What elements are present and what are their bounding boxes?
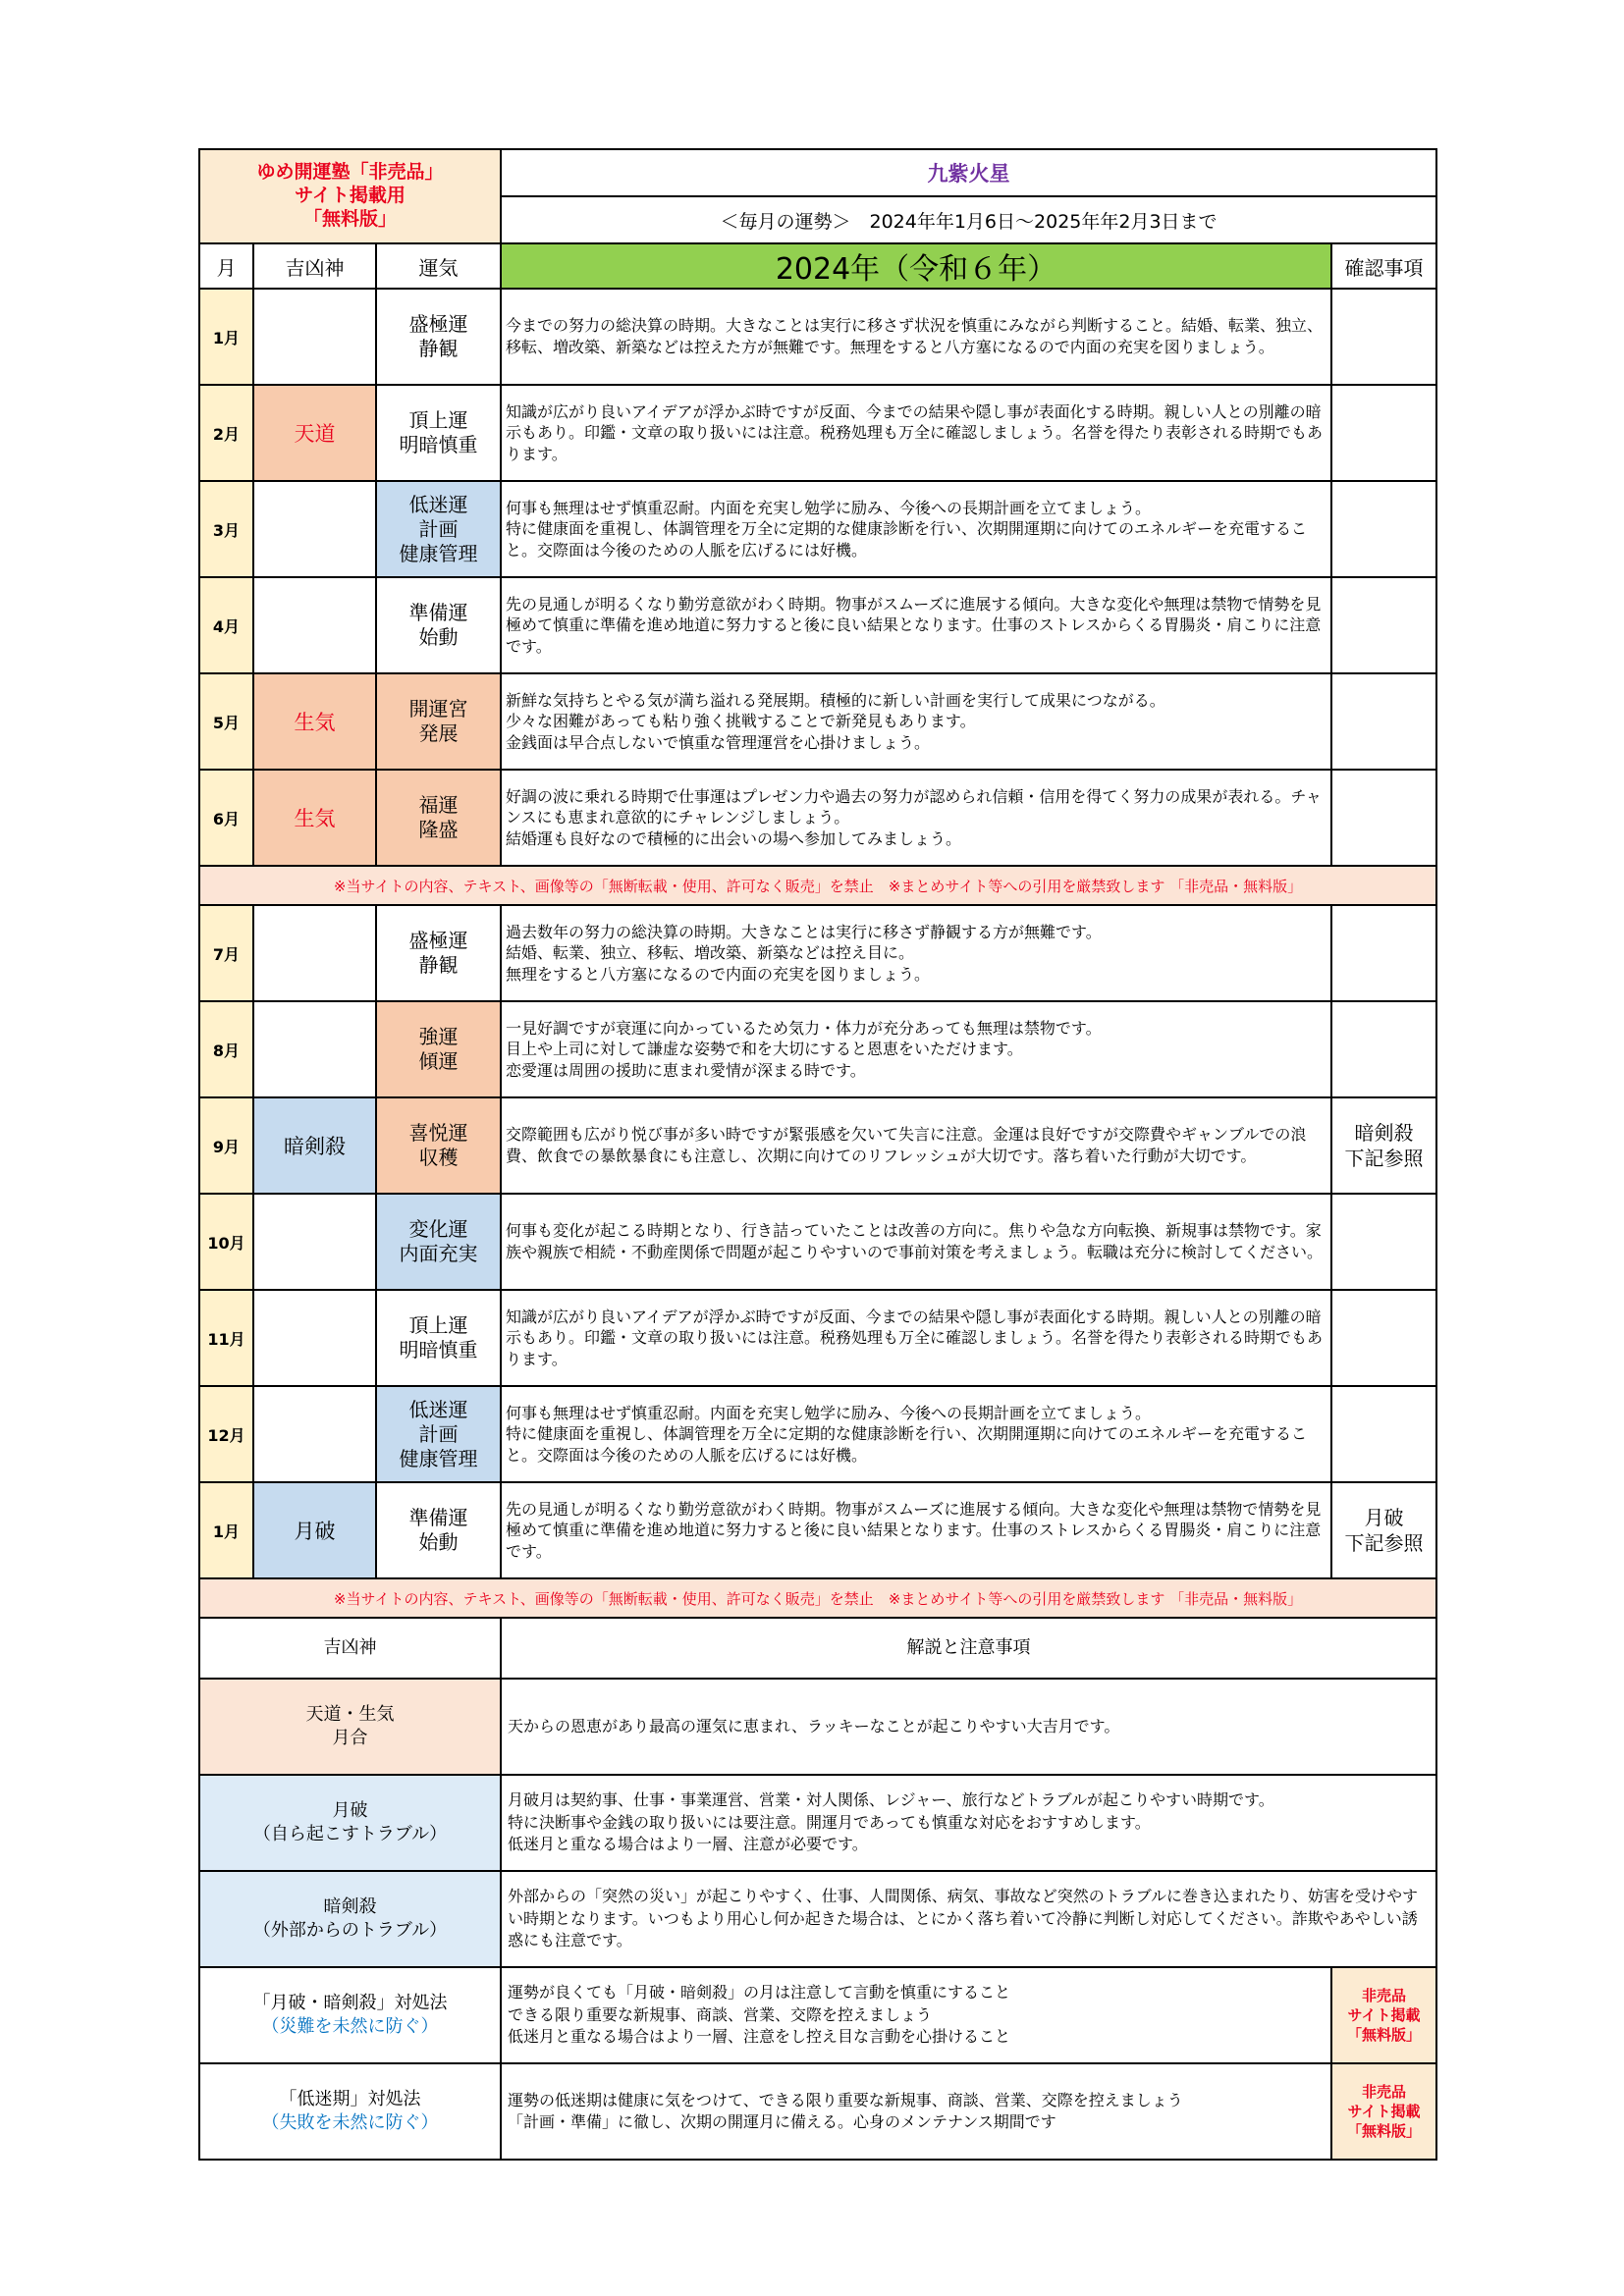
legend-label	[199, 2063, 501, 2160]
month-label: 11月	[199, 1290, 253, 1386]
legend-head-right: 解説と注意事項	[501, 1618, 1436, 1679]
legend-label	[199, 1871, 501, 1967]
legend-row	[199, 2063, 1436, 2160]
legend-description: 月破月は契約事、仕事・事業運営、営業・対人関係、レジャー、旅行などトラブルが起こりやすい時期です。 特に決断事や金銭の取り扱いには要注意。開運月であっても慎重な対応をおすすめします。 低迷月と重なる場合はより一層、注意が必要です。	[501, 1775, 1436, 1871]
legend-label-line: 月破	[332, 1799, 368, 1821]
unki-line: 明暗慎重	[399, 1338, 478, 1362]
unki-line: 開運宮	[408, 697, 468, 721]
unki-line: 健康管理	[399, 1446, 478, 1470]
legend-sublabel: （自ら起こすトラブル）	[252, 1824, 448, 1844]
unki-line: 静観	[418, 953, 459, 977]
month-row	[199, 577, 1436, 673]
month-row	[199, 1001, 1436, 1097]
unki-cell	[376, 1001, 501, 1097]
fortune-description: 好調の波に乗れる時期で仕事運はプレゼン力や過去の努力が認められ信頼・信用を得てく努力の成果が表れる。チャンスにも恵まれ意欲的にチャレンジしましょう。 結婚運も良好なので積極的に出会いの場へ参加してみましょう。	[501, 770, 1331, 866]
unki-line: 内面充実	[399, 1242, 478, 1265]
fortune-sheet	[198, 148, 1437, 2161]
unki-line: 静観	[418, 337, 459, 360]
fortune-description: 何事も無理はせず慎重忍耐。内面を充実し勉学に励み、今後への長期計画を立てましょう。 特に健康面を重視し、体調管理を万全に定期的な健康診断を行い、次期開運期に向けてのエネルギーを充電すること。交際面は今後のための人脈を広げるには好機。	[501, 481, 1331, 577]
legend-sublabel: （災難を未然に防ぐ）	[261, 2016, 439, 2037]
kichikyo-cell	[253, 577, 376, 673]
fortune-description: 知識が広がり良いアイデアが浮かぶ時ですが反面、今までの結果や隠し事が表面化する時期。親しい人との別離の暗示もあり。印鑑・文章の取り扱いには注意。税務処理も万全に確認しましょう。名誉を得たり表彰される時期でもあります。	[501, 385, 1331, 481]
month-row	[199, 673, 1436, 770]
legend-label	[199, 1967, 501, 2063]
year-heading: 2024年（令和６年）	[501, 243, 1331, 289]
month-label: 10月	[199, 1194, 253, 1290]
month-label: 2月	[199, 385, 253, 481]
unki-line: 始動	[418, 1530, 459, 1554]
legend-description: 外部からの「突然の災い」が起こりやすく、仕事、人間関係、病気、事故など突然のトラブルに巻き込まれたり、妨害を受けやすい時期となります。いつもより用心し何か起きた場合は、とにかく落ち着いて冷静に判断し対応してください。詐欺やあやしい誘惑にも注意です。	[501, 1871, 1436, 1967]
legend-head-left: 吉凶神	[199, 1618, 501, 1679]
check-cell	[1331, 905, 1436, 1001]
month-label: 8月	[199, 1001, 253, 1097]
check-cell	[1331, 1097, 1436, 1194]
unki-line: 喜悦運	[408, 1121, 468, 1145]
fortune-description: 新鮮な気持ちとやる気が満ち溢れる発展期。積極的に新しい計画を実行して成果につながる。 少々な困難があっても粘り強く挑戦することで新発見もあります。 金銭面は早合点しないで慎重な管理運営を心掛けましょう。	[501, 673, 1331, 770]
unki-cell	[376, 1194, 501, 1290]
month-row	[199, 905, 1436, 1001]
unki-line: 収穫	[418, 1146, 459, 1169]
legend-row	[199, 1679, 1436, 1775]
unki-line: 始動	[418, 625, 459, 649]
legend-row	[199, 1967, 1436, 2063]
check-cell	[1331, 1194, 1436, 1290]
check-cell	[1331, 385, 1436, 481]
legend-label-line: 「月破・暗剣殺」対処法	[252, 1992, 448, 2013]
unki-line: 準備運	[408, 601, 468, 624]
unki-cell	[376, 770, 501, 866]
month-label: 3月	[199, 481, 253, 577]
month-label: 4月	[199, 577, 253, 673]
copyright-notice: ※当サイトの内容、テキスト、画像等の「無断転載・使用、許可なく販売」を禁止 ※まとめサイト等への引用を厳禁致します 「非売品・無料版」	[199, 1578, 1436, 1618]
check-cell	[1331, 673, 1436, 770]
stamp-line: 非売品	[1362, 1986, 1407, 2004]
legend-label-line: 暗剣殺	[323, 1896, 377, 1917]
unki-line: 低迷運	[408, 492, 468, 516]
period-subtitle: ＜毎月の運勢＞ 2024年年1月6日～2025年年2月3日まで	[501, 196, 1436, 243]
unki-cell	[376, 1290, 501, 1386]
unki-line: 頂上運	[408, 1313, 468, 1337]
stamp-line: 非売品	[1362, 2082, 1407, 2101]
month-row	[199, 1482, 1436, 1578]
fortune-description: 先の見通しが明るくなり勤労意欲がわく時期。物事がスムーズに進展する傾向。大きな変化や無理は禁物で情勢を見極めて慎重に準備を進め地道に努力すると後に良い結果となります。仕事のストレスからくる胃腸炎・肩こりに注意です。	[501, 577, 1331, 673]
fortune-description: 何事も変化が起こる時期となり、行き詰っていたことは改善の方向に。焦りや急な方向転換、新規事は禁物です。家族や親族で相続・不動産関係で問題が起こりやすいので事前対策を考えましょう。転職は充分に検討してください。	[501, 1194, 1331, 1290]
month-row	[199, 1290, 1436, 1386]
check-cell	[1331, 1482, 1436, 1578]
unki-cell	[376, 673, 501, 770]
legend-label	[199, 1775, 501, 1871]
legend-description: 運勢が良くても「月破・暗剣殺」の月は注意して言動を慎重にすること できる限り重要な新規事、商談、営業、交際を控えましょう 低迷月と重なる場合はより一層、注意をし控え目な言動を心掛けること	[501, 1967, 1331, 2063]
stamp-line: 「無料版」	[1347, 2122, 1422, 2141]
kichikyo-cell	[253, 481, 376, 577]
kichikyo-cell	[253, 289, 376, 385]
unki-line: 低迷運	[408, 1397, 468, 1421]
fortune-description: 今までの努力の総決算の時期。大きなことは実行に移さず状況を慎重にみながら判断すること。結婚、転業、独立、移転、増改築、新築などは控えた方が無難です。無理をすると八方塞になるので内面の充実を図りましょう。	[501, 289, 1331, 385]
unki-cell	[376, 1482, 501, 1578]
legend-label-line: 月合	[332, 1728, 368, 1748]
unki-line: 変化運	[408, 1217, 468, 1241]
month-label: 12月	[199, 1386, 253, 1482]
unki-cell	[376, 289, 501, 385]
month-label: 1月	[199, 289, 253, 385]
stamp-line: サイト掲載	[1347, 2102, 1421, 2120]
month-row	[199, 289, 1436, 385]
unki-line: 福運	[418, 793, 459, 817]
check-cell	[1331, 577, 1436, 673]
unki-cell	[376, 385, 501, 481]
unki-line: 計画	[418, 516, 459, 541]
unki-line: 健康管理	[399, 541, 478, 565]
check-cell	[1331, 1290, 1436, 1386]
kichikyo-cell: 月破	[253, 1482, 376, 1578]
fortune-description: 交際範囲も広がり悦び事が多い時ですが緊張感を欠いて失言に注意。金運は良好ですが交際費やギャンブルでの浪費、飲食での暴飲暴食にも注意し、次期に向けてのリフレッシュが大切です。落ち着いた行動が大切です。	[501, 1097, 1331, 1194]
free-edition-stamp	[1331, 2063, 1436, 2160]
unki-line: 発展	[418, 721, 459, 745]
unki-line: 盛極運	[408, 929, 468, 952]
fortune-description: 先の見通しが明るくなり勤労意欲がわく時期。物事がスムーズに進展する傾向。大きな変化や無理は禁物で情勢を見極めて慎重に準備を進め地道に努力すると後に良い結果となります。仕事のストレスからくる胃腸炎・肩こりに注意です。	[501, 1482, 1331, 1578]
stamp-line: 「無料版」	[1347, 2026, 1422, 2045]
kichikyo-cell	[253, 905, 376, 1001]
fortune-description: 何事も無理はせず慎重忍耐。内面を充実し勉学に励み、今後への長期計画を立てましょう。 特に健康面を重視し、体調管理を万全に定期的な健康診断を行い、次期開運期に向けてのエネルギーを充電すること。交際面は今後のための人脈を広げるには好機。	[501, 1386, 1331, 1482]
col-month: 月	[199, 243, 253, 289]
unki-cell	[376, 905, 501, 1001]
check-cell	[1331, 1386, 1436, 1482]
legend-sublabel: （外部からのトラブル）	[252, 1920, 448, 1941]
fortune-description: 過去数年の努力の総決算の時期。大きなことは実行に移さず静観する方が無難です。 結婚、転業、独立、移転、増改築、新築などは控え目に。 無理をすると八方塞になるので内面の充実を図りましょう。	[501, 905, 1331, 1001]
unki-line: 強運	[418, 1025, 459, 1048]
kichikyo-cell: 天道	[253, 385, 376, 481]
unki-line: 準備運	[408, 1506, 468, 1529]
month-row	[199, 770, 1436, 866]
unki-line: 明暗慎重	[399, 433, 478, 456]
kichikyo-cell	[253, 1001, 376, 1097]
month-label: 1月	[199, 1482, 253, 1578]
month-label: 6月	[199, 770, 253, 866]
check-cell	[1331, 481, 1436, 577]
copyright-notice: ※当サイトの内容、テキスト、画像等の「無断転載・使用、許可なく販売」を禁止 ※まとめサイト等への引用を厳禁致します 「非売品・無料版」	[199, 866, 1436, 905]
fortune-description: 一見好調ですが衰運に向かっているため気力・体力が充分あっても無理は禁物です。 目上や上司に対して謙虚な姿勢で和を大切にすると恩恵をいただけます。 恋愛運は周囲の援助に恵まれ愛情が深まる時です。	[501, 1001, 1331, 1097]
check-line: 暗剣殺	[1354, 1121, 1414, 1145]
kichikyo-cell	[253, 1194, 376, 1290]
legend-sublabel: （失敗を未然に防ぐ）	[261, 2112, 439, 2133]
kichikyo-cell: 生気	[253, 673, 376, 770]
legend-label-line: 天道・生気	[305, 1703, 395, 1725]
legend-label-line: 「低迷期」対処法	[279, 2088, 421, 2109]
free-edition-stamp	[1331, 1967, 1436, 2063]
unki-cell	[376, 577, 501, 673]
stamp-line: サイト掲載	[1347, 2005, 1421, 2024]
unki-cell	[376, 1097, 501, 1194]
unki-line: 盛極運	[408, 312, 468, 336]
legend-description: 運勢の低迷期は健康に気をつけて、できる限り重要な新規事、商談、営業、交際を控えましょう 「計画・準備」に徹し、次期の開運月に備える。心身のメンテナンス期間です	[501, 2063, 1331, 2160]
month-label: 5月	[199, 673, 253, 770]
month-row	[199, 1194, 1436, 1290]
check-cell	[1331, 289, 1436, 385]
check-line: 下記参照	[1344, 1531, 1424, 1555]
month-label: 7月	[199, 905, 253, 1001]
unki-cell	[376, 1386, 501, 1482]
kichikyo-cell: 生気	[253, 770, 376, 866]
month-label: 9月	[199, 1097, 253, 1194]
site-label: ゆめ開運塾「非売品」 サイト掲載用 「無料版」	[199, 149, 501, 243]
unki-line: 頂上運	[408, 408, 468, 432]
month-row	[199, 1386, 1436, 1482]
unki-cell	[376, 481, 501, 577]
kichikyo-cell	[253, 1386, 376, 1482]
fortune-description: 知識が広がり良いアイデアが浮かぶ時ですが反面、今までの結果や隠し事が表面化する時期。親しい人との別離の暗示もあり。印鑑・文章の取り扱いには注意。税務処理も万全に確認しましょう。名誉を得たり表彰される時期でもあります。	[501, 1290, 1331, 1386]
unki-line: 傾運	[418, 1049, 459, 1073]
col-kichikyo: 吉凶神	[253, 243, 376, 289]
kichikyo-cell: 暗剣殺	[253, 1097, 376, 1194]
check-line: 下記参照	[1344, 1147, 1424, 1170]
legend-row	[199, 1775, 1436, 1871]
legend-row	[199, 1871, 1436, 1967]
check-line: 月破	[1364, 1506, 1404, 1529]
col-check: 確認事項	[1331, 243, 1436, 289]
month-row	[199, 1097, 1436, 1194]
legend-description: 天からの恩恵があり最高の運気に恵まれ、ラッキーなことが起こりやすい大吉月です。	[501, 1679, 1436, 1775]
check-cell	[1331, 770, 1436, 866]
month-row	[199, 481, 1436, 577]
col-unki: 運気	[376, 243, 501, 289]
unki-line: 計画	[418, 1421, 459, 1446]
page-title: 九紫火星	[501, 149, 1436, 196]
unki-line: 隆盛	[418, 818, 459, 841]
kichikyo-cell	[253, 1290, 376, 1386]
month-row	[199, 385, 1436, 481]
check-cell	[1331, 1001, 1436, 1097]
legend-label	[199, 1679, 501, 1775]
